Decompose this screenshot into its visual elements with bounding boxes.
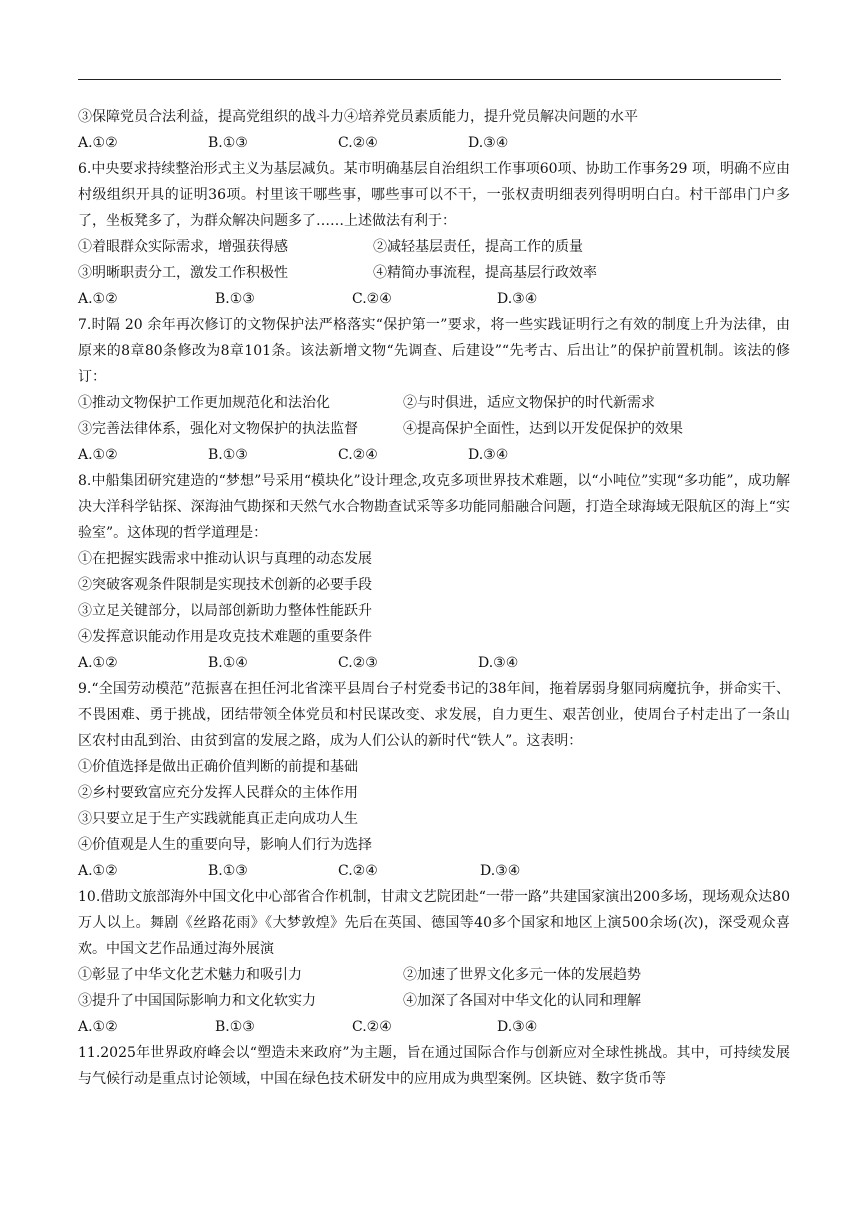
choice-d: D.③④ bbox=[468, 447, 509, 463]
q8-option-3: ③立足关键部分，以局部创新助力整体性能跃升 bbox=[78, 603, 372, 619]
choice-c: C.②④ bbox=[338, 135, 378, 151]
q5-choices bbox=[78, 130, 790, 156]
q7-option-4: ④提高保护全面性，达到以开发促保护的效果 bbox=[403, 421, 683, 437]
q11-stem: 11.2025年世界政府峰会以“塑造未来政府”为主题，旨在通过国际合作与创新应对全球性挑战。其中，可持续发展与气候行动是重点讨论领域，中国在绿色技术研发中的应用成为典型案例。区块链、数字货币等 bbox=[78, 1045, 790, 1087]
q10-option-1: ①彰显了中华文化艺术魅力和吸引力 bbox=[78, 967, 302, 983]
q6-options-row-1 bbox=[78, 234, 790, 260]
q6-choices bbox=[78, 286, 790, 312]
q8-option-2: ②突破客观条件限制是实现技术创新的必要手段 bbox=[78, 577, 372, 593]
choice-c: C.②③ bbox=[338, 655, 378, 671]
choice-d: D.③④ bbox=[480, 863, 521, 879]
q6-option-1: ①着眼群众实际需求，增强获得感 bbox=[78, 239, 288, 255]
choice-b: B.①③ bbox=[215, 1019, 255, 1035]
choice-c: C.②④ bbox=[338, 447, 378, 463]
q8-stem: 8.中船集团研究建造的“梦想”号采用“模块化”设计理念,攻克多项世界技术难题，以“小吨位”实现“多功能”，成功解决大洋科学钻探、深海油气勘探和天然气水合物勘查试采等多功能同船融合问题，打造全球海域无限航区的海上“实验室”。这体现的哲学道理是： bbox=[78, 473, 790, 541]
q7-options-row-1 bbox=[78, 390, 790, 416]
choice-b: B.①④ bbox=[208, 655, 248, 671]
choice-c: C.②④ bbox=[338, 863, 378, 879]
choice-d: D.③④ bbox=[497, 291, 538, 307]
q10-stem: 10.借助文旅部海外中国文化中心部省合作机制，甘肃文艺院团赴“一带一路”共建国家演出200多场，现场观众达80万人以上。舞剧《丝路花雨》《大梦敦煌》先后在英国、德国等40多个国家和地区上演500余场(次)，深受观众喜欢。中国文艺作品通过海外展演 bbox=[78, 889, 790, 957]
q7-option-2: ②与时俱进，适应文物保护的时代新需求 bbox=[403, 395, 655, 411]
q7-options-row-2 bbox=[78, 416, 790, 442]
choice-a: A.①② bbox=[78, 291, 118, 307]
choice-c: C.②④ bbox=[352, 1019, 392, 1035]
q7-option-1: ①推动文物保护工作更加规范化和法治化 bbox=[78, 395, 330, 411]
q10-options-row-2 bbox=[78, 988, 790, 1014]
q10-option-4: ④加深了各国对中华文化的认同和理解 bbox=[403, 993, 641, 1009]
q10-option-3: ③提升了中国国际影响力和文化软实力 bbox=[78, 993, 316, 1009]
choice-a: A.①② bbox=[78, 655, 118, 671]
q8-option-1: ①在把握实践需求中推动认识与真理的动态发展 bbox=[78, 551, 372, 567]
q7-stem: 7.时隔 20 余年再次修订的文物保护法严格落实“保护第一”要求，将一些实践证明行之有效的制度上升为法律，由原来的8章80条修改为8章101条。该法新增文物“先调查、后建设”“先考古、后出让”的保护前置机制。该法的修订： bbox=[78, 317, 790, 385]
q9-option-4: ④价值观是人生的重要向导，影响人们行为选择 bbox=[78, 837, 372, 853]
choice-a: A.①② bbox=[78, 1019, 118, 1035]
q9-stem: 9.“全国劳动模范”范振喜在担任河北省滦平县周台子村党委书记的38年间，拖着孱弱身躯同病魔抗争，拼命实干、不畏困难、勇于挑战，团结带领全体党员和村民谋改变、求发展，自力更生、艰苦创业，使周台子村走出了一条山区农村由乱到治、由贫到富的发展之路，成为人们公认的新时代“铁人”。这表明： bbox=[78, 681, 790, 749]
choice-b: B.①③ bbox=[208, 863, 248, 879]
q9-option-3: ③只要立足于生产实践就能真正走向成功人生 bbox=[78, 811, 358, 827]
q9-choices bbox=[78, 858, 790, 884]
choice-d: D.③④ bbox=[478, 655, 519, 671]
choice-c: C.②④ bbox=[352, 291, 392, 307]
choice-b: B.①③ bbox=[208, 447, 248, 463]
q7-choices bbox=[78, 442, 790, 468]
q8-choices bbox=[78, 650, 790, 676]
q10-option-2: ②加速了世界文化多元一体的发展趋势 bbox=[403, 967, 641, 983]
q6-option-4: ④精简办事流程，提高基层行政效率 bbox=[373, 265, 597, 281]
q8-option-4: ④发挥意识能动作用是攻克技术难题的重要条件 bbox=[78, 629, 372, 645]
q9-option-1: ①价值选择是做出正确价值判断的前提和基础 bbox=[78, 759, 358, 775]
question-page bbox=[78, 104, 790, 1092]
q10-options-row-1 bbox=[78, 962, 790, 988]
q6-option-3: ③明晰职责分工，激发工作积极性 bbox=[78, 265, 288, 281]
q10-choices bbox=[78, 1014, 790, 1040]
choice-d: D.③④ bbox=[497, 1019, 538, 1035]
q9-option-2: ②乡村要致富应充分发挥人民群众的主体作用 bbox=[78, 785, 358, 801]
q7-option-3: ③完善法律体系，强化对文物保护的执法监督 bbox=[78, 421, 358, 437]
q6-options-row-2 bbox=[78, 260, 790, 286]
choice-a: A.①② bbox=[78, 135, 118, 151]
choice-b: B.①③ bbox=[215, 291, 255, 307]
choice-d: D.③④ bbox=[468, 135, 509, 151]
q5-option-3-4: ③保障党员合法利益，提高党组织的战斗力④培养党员素质能力，提升党员解决问题的水平 bbox=[78, 109, 638, 125]
choice-a: A.①② bbox=[78, 447, 118, 463]
choice-b: B.①③ bbox=[208, 135, 248, 151]
q6-option-2: ②减轻基层责任，提高工作的质量 bbox=[373, 239, 583, 255]
q6-stem: 6.中央要求持续整治形式主义为基层减负。某市明确基层自治组织工作事项60项、协助工作事务29 项，明确不应由村级组织开具的证明36项。村里该干哪些事，哪些事可以不干，一张权责明细表列得明明白白。村干部串门户多了，坐板凳多了，为群众解决问题多了……上述做法有利于： bbox=[78, 161, 790, 229]
choice-a: A.①② bbox=[78, 863, 118, 879]
header-rule bbox=[78, 79, 781, 80]
